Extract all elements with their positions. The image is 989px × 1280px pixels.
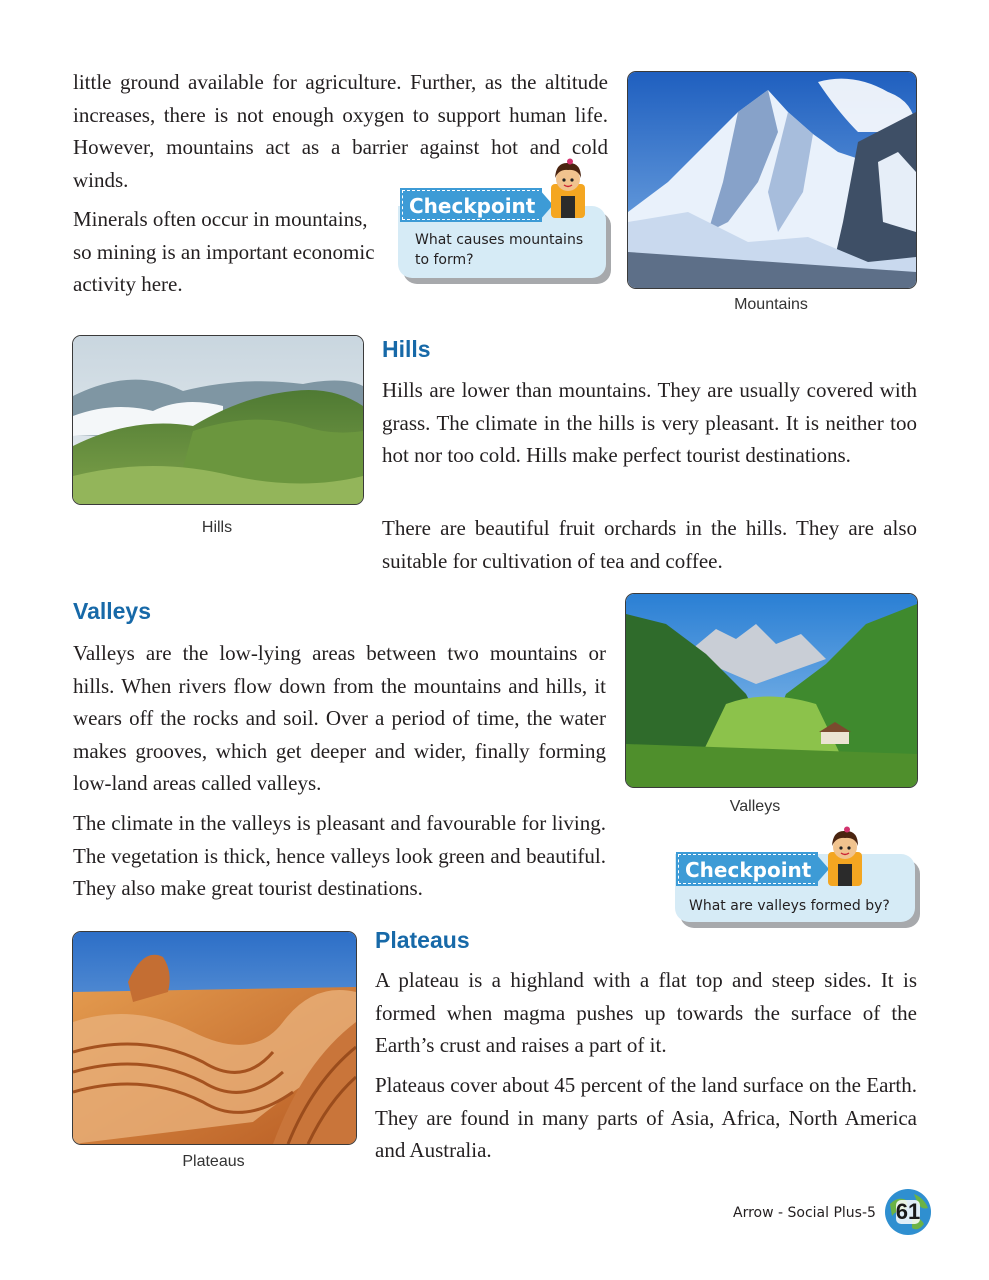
hills-paragraph-1: Hills are lower than mountains. They are usually covered with grass. The climate in the hills is very pleasant. It is neither too hot nor too cold. Hills make perfect tourist destinations.: [382, 378, 917, 467]
checkpoint-label: Checkpoint: [678, 854, 816, 884]
checkpoint-question: What are valleys formed by?: [689, 898, 890, 914]
plateaus-caption: Plateaus: [182, 1153, 245, 1170]
checkpoint-box-mountains: [398, 158, 613, 288]
plateaus-photo: [72, 931, 357, 1145]
valleys-paragraph-1: Valleys are the low-lying areas between two mountains or hills. When rivers flow down from the mountains and hills, it wears off the rocks and soil. Over a period of time, the water makes grooves, which get deeper and wider, finally forming low-land areas called valleys.: [73, 641, 606, 795]
hills-heading: Hills: [382, 336, 431, 362]
checkpoint-box-valleys: [675, 826, 923, 934]
page-number: 61: [895, 1199, 921, 1224]
student-character-icon: [825, 826, 865, 888]
mountains-minerals-paragraph: Minerals often occur in mountains, so mining is an important economic activity here.: [73, 207, 375, 296]
checkpoint-label: Checkpoint: [402, 190, 540, 220]
valleys-paragraph-2: The climate in the valleys is pleasant and favourable for living. The vegetation is thick, hence valleys look green and beautiful. They also make great tourist destinations.: [73, 811, 606, 900]
plateaus-heading: Plateaus: [375, 927, 470, 953]
plateaus-paragraph-1: A plateau is a highland with a flat top and steep sides. It is formed when magma pushes up towards the surface of the Earth’s crust and raises a part of it.: [375, 968, 917, 1057]
valleys-photo: [625, 593, 918, 788]
checkpoint-question: What causes mountains to form?: [415, 232, 584, 268]
mountains-paragraph-continued: little ground available for agriculture. Further, as the altitude increases, there is not enough oxygen to support human life. However, mountains act as a barrier against hot and cold winds.: [73, 70, 608, 192]
mountains-caption: Mountains: [734, 296, 808, 313]
hills-photo: [72, 335, 364, 505]
student-character-icon: [548, 158, 588, 220]
book-title: Arrow - Social Plus-5: [733, 1205, 876, 1221]
valleys-heading: Valleys: [73, 598, 152, 624]
plateaus-paragraph-2: Plateaus cover about 45 percent of the land surface on the Earth. They are found in many parts of Asia, Africa, North America and Australia.: [375, 1073, 917, 1162]
hills-caption: Hills: [201, 519, 233, 536]
mountains-photo: [627, 71, 917, 289]
valleys-caption: Valleys: [729, 798, 781, 815]
hills-paragraph-2: There are beautiful fruit orchards in the hills. They are also suitable for cultivation of tea and coffee.: [382, 516, 917, 573]
